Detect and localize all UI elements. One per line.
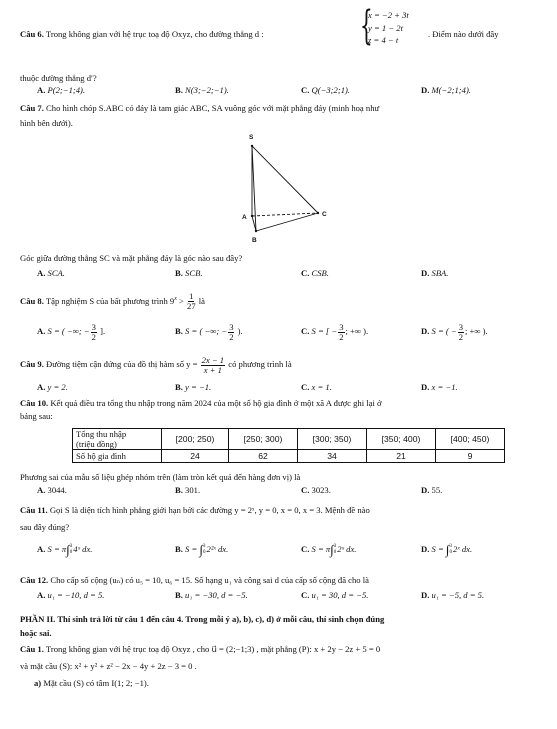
table-row	[73, 450, 505, 463]
q6-option-c: C. Q(−3;2;1).	[301, 85, 351, 95]
q12-option-c: C. u₁ = 30, d = −5.	[301, 590, 369, 600]
q10-line1: Câu 10. Kết quả điều tra tổng thu nhập trong năm 2024 của một số hộ gia đình ở một xã A được ghi lại ở	[20, 398, 382, 408]
label-c: C	[322, 211, 327, 218]
label-s: S	[249, 134, 254, 141]
point-c	[317, 212, 319, 214]
q9-option-a: A. y = 2.	[37, 382, 68, 392]
part2-heading-line2: hoặc sai.	[20, 628, 52, 638]
q8-option-b: B. S = ( −∞; − $\frac{3}{2}$ ).	[175, 321, 243, 342]
edge-bc	[256, 213, 318, 231]
q7-option-b: B. SCB.	[175, 268, 203, 278]
q11-line2: sau đây đúng?	[20, 522, 70, 532]
q6-system: x = −2 + 3t y = 1 − 2t z = 4 − t	[368, 10, 409, 45]
table-cell: 9	[436, 450, 505, 463]
table-header-income: Tổng thu nhập (triệu đồng)	[73, 429, 162, 450]
q8-option-d: D. S = ( − $\frac{3}{2}$ ; +∞ ).	[421, 321, 488, 342]
q7-line2: hình bên dưới).	[20, 118, 73, 128]
table-cell: 21	[367, 450, 436, 463]
q10-line2: bảng sau:	[20, 411, 53, 421]
q11-option-c: C. S = π∫ 3 0 2ˣ dx.	[301, 542, 357, 558]
label-b: B	[252, 237, 257, 244]
table-cell: [300; 350)	[298, 429, 367, 450]
q10-option-c: C. 3023.	[301, 485, 331, 495]
q11-line1: Câu 11. Gọi S là diện tích hình phẳng giới hạn bởi các đường y = 2ˣ, y = 0, x = 0, x = 3. Mệnh đề nào	[20, 505, 370, 515]
q7-option-d: D. SBA.	[421, 268, 449, 278]
point-s	[251, 145, 253, 147]
point-b	[255, 230, 257, 232]
q11-option-a: A. S = π∫ 3 0 4ˣ dx.	[37, 542, 93, 558]
q9-option-c: C. x = 1.	[301, 382, 332, 392]
p2q1-line2: và mặt cầu (S): x² + y² + z² − 2x − 4y + 2z − 3 = 0 .	[20, 661, 197, 671]
table-cell: [400; 450)	[436, 429, 505, 450]
edge-sc	[252, 146, 318, 213]
table-cell: 62	[229, 450, 298, 463]
table-cell: 24	[162, 450, 229, 463]
table-row	[73, 429, 505, 450]
q6-option-a: A. P(2;−1;4).	[37, 85, 86, 95]
part2-heading-line1: PHẦN II. Thí sinh trả lời từ câu 1 đến câu 4. Trong mỗi ý a), b), c), d) ở mỗi câu, thí sinh chọn đúng	[20, 614, 385, 624]
q6-line1: Câu 6. Trong không gian với hệ trục toạ độ Oxyz, cho đường thẳng d :	[20, 29, 264, 39]
q8-option-c: C. S = [ − $\frac{3}{2}$ ; +∞ ).	[301, 321, 369, 342]
table-cell: [200; 250)	[162, 429, 229, 450]
table-cell: [250; 300)	[229, 429, 298, 450]
q10-option-b: B. 301.	[175, 485, 201, 495]
q12-option-a: A. u₁ = −10, d = 5.	[37, 590, 105, 600]
q11-option-d: D. S = ∫ 3 0 2ˣ dx.	[421, 542, 473, 558]
p2q1-line1: Câu 1. Trong không gian với hệ trục toạ độ Oxyz , cho u⃗ = (2;−1;3) , mặt phẳng (P): x + 2y − 2z + 5 = 0	[20, 644, 381, 654]
label-a: A	[242, 214, 247, 221]
q9-option-b: B. y = −1.	[175, 382, 212, 392]
q10-option-a: A. 3044.	[37, 485, 67, 495]
q12-option-d: D. u₁ = −5, d = 5.	[421, 590, 485, 600]
q7-option-c: C. CSB.	[301, 268, 329, 278]
q12-option-b: B. u₁ = −30, d = −5.	[175, 590, 248, 600]
q7-option-a: A. SCA.	[37, 268, 65, 278]
table-cell: [350; 400)	[367, 429, 436, 450]
q6-option-d: D. M(−2;1;4).	[421, 85, 471, 95]
q10-option-d: D. 55.	[421, 485, 443, 495]
q7-line1: Câu 7. Cho hình chóp S.ABC có đáy là tam giác ABC, SA vuông góc với mặt phẳng đáy (minh hoạ như	[20, 103, 380, 113]
q6-line1-tail: . Điểm nào dưới đây	[428, 29, 499, 39]
q9-option-d: D. x = −1.	[421, 382, 458, 392]
q7-question: Góc giữa đường thẳng SC và mặt phẳng đáy là góc nào sau đây?	[20, 253, 243, 263]
q12-line: Câu 12. Cho cấp số cộng (uₙ) có u₅ = 10, u₆ = 15. Số hạng u₁ và công sai d của cấp số cộng đã cho là	[20, 575, 369, 585]
q6-line2: thuộc đường thẳng d′?	[20, 73, 97, 83]
q6-option-b: B. N(3;−2;−1).	[175, 85, 229, 95]
q8-line: Câu 8. Tập nghiệm S của bất phương trình $9^x$ > $\frac{1}{27}$ là	[20, 291, 205, 312]
table-header-households: Số hộ gia đình	[73, 450, 162, 463]
q9-line: Câu 9. Đường tiệm cận đứng của đồ thị hàm số y = $\frac{2x - 1}{x + 1}$ có phương trình là	[20, 354, 292, 375]
income-table	[72, 428, 505, 463]
q11-option-b: B. S = ∫ 3 0 2²ˣ dx.	[175, 542, 229, 558]
p2q1-statement-a: a) Mặt cầu (S) có tâm I(1; 2; −1).	[34, 678, 149, 688]
point-a	[251, 215, 253, 217]
q8-option-a: A. S = ( −∞; − $\frac{3}{2}$ ].	[37, 321, 106, 342]
table-cell: 34	[298, 450, 367, 463]
pyramid-figure	[210, 130, 340, 248]
system-brace: {	[360, 3, 373, 49]
q10-question: Phương sai của mẫu số liệu ghép nhóm trên (làm tròn kết quả đến hàng đơn vị) là	[20, 472, 301, 482]
